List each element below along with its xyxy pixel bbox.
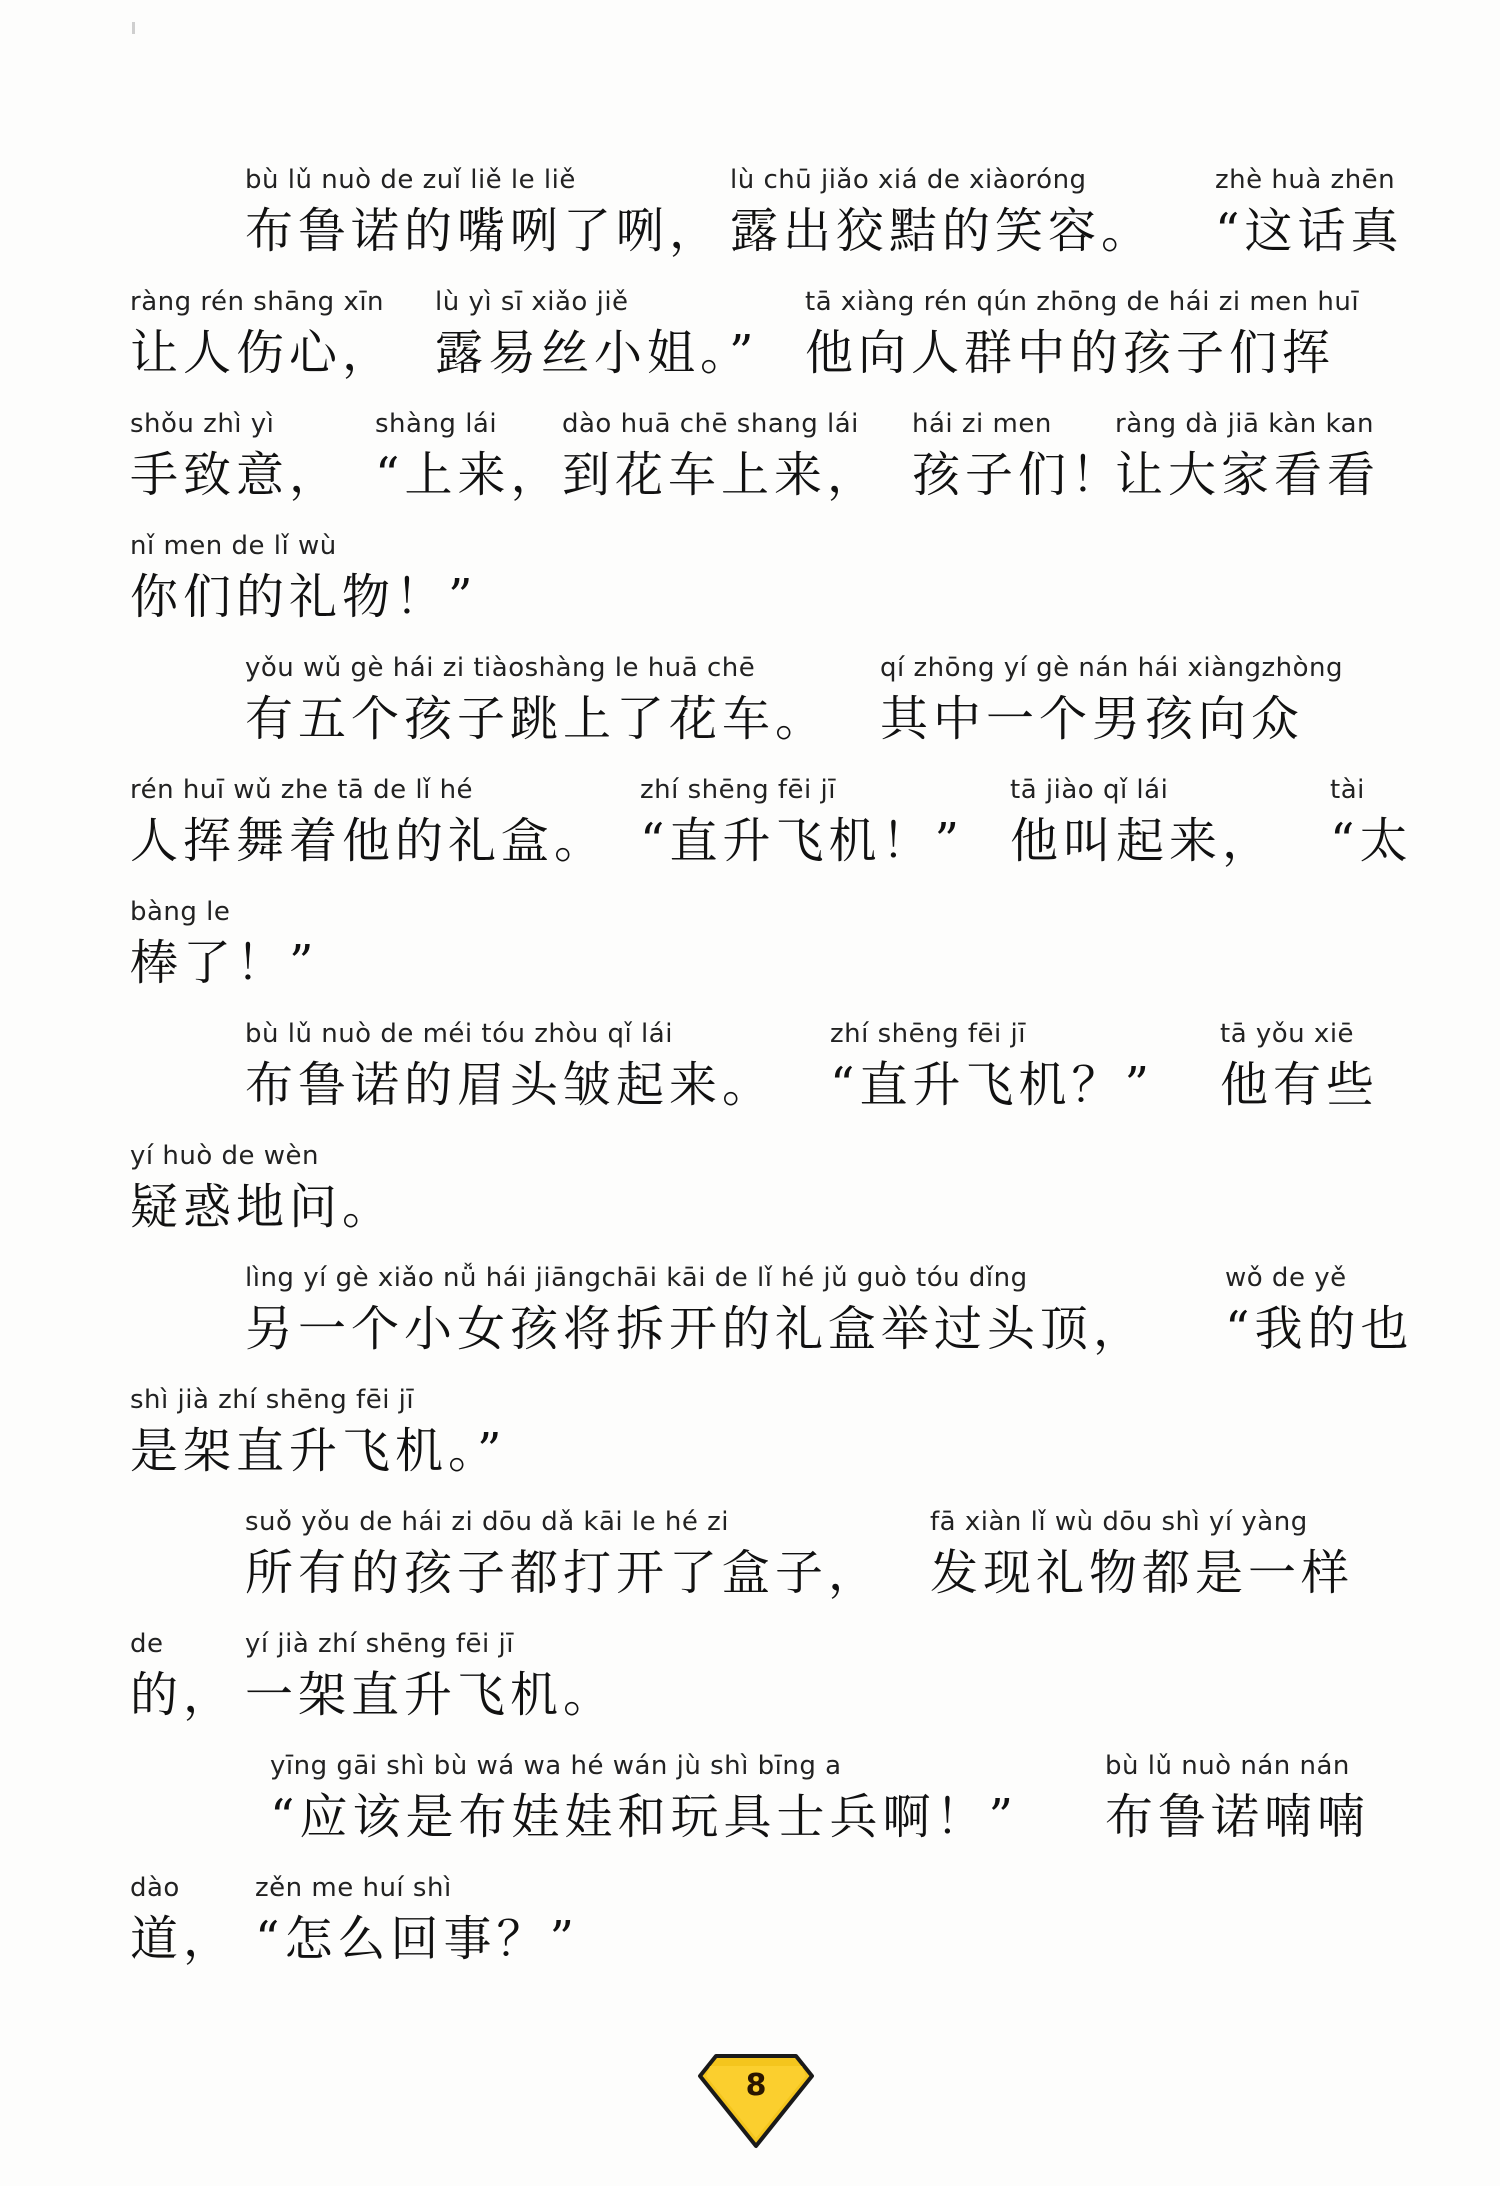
hanzi: “这话真 xyxy=(1215,203,1404,259)
hanzi: 布鲁诺的眉头皱起来。 xyxy=(245,1057,776,1113)
hanzi: 的， xyxy=(130,1667,237,1723)
text-line xyxy=(0,775,1500,895)
pinyin: suǒ yǒu de hái zi dōu dǎ kāi le hé zi xyxy=(245,1507,729,1537)
pinyin: de xyxy=(130,1629,164,1659)
hanzi: 布鲁诺的嘴咧了咧， xyxy=(245,203,723,259)
hanzi: “直升飞机？” xyxy=(830,1057,1155,1113)
hanzi: 露出狡黠的笑容。 xyxy=(730,203,1155,259)
pinyin: dào xyxy=(130,1873,180,1903)
pinyin: yí huò de wèn xyxy=(130,1141,320,1171)
pinyin: shǒu zhì yì xyxy=(130,409,275,439)
hanzi: 到花车上来， xyxy=(562,447,881,503)
hanzi: “太 xyxy=(1330,813,1413,869)
pinyin: rén huī wǔ zhe tā de lǐ hé xyxy=(130,775,474,805)
text-line xyxy=(0,1629,1500,1749)
hanzi: 让大家看看 xyxy=(1115,447,1381,503)
pinyin: fā xiàn lǐ wù dōu shì yí yàng xyxy=(930,1507,1308,1537)
hanzi: 布鲁诺喃喃 xyxy=(1105,1789,1371,1845)
text-line xyxy=(0,1751,1500,1871)
pinyin: zhè huà zhēn xyxy=(1215,165,1396,195)
hanzi: 是架直升飞机。” xyxy=(130,1423,507,1479)
hanzi: “上来， xyxy=(375,447,564,503)
text-line xyxy=(0,1019,1500,1139)
hanzi: 人挥舞着他的礼盒。 xyxy=(130,813,608,869)
hanzi: 露易丝小姐。” xyxy=(435,325,759,381)
pinyin: zhí shēng fēi jī xyxy=(640,775,836,805)
pinyin: tā xiàng rén qún zhōng de hái zi men huī xyxy=(805,287,1360,317)
page-number-badge xyxy=(696,2050,816,2150)
scan-mark xyxy=(132,22,135,34)
pinyin: dào huā chē shang lái xyxy=(562,409,859,439)
pinyin: shì jià zhí shēng fēi jī xyxy=(130,1385,415,1415)
hanzi: 他向人群中的孩子们挥 xyxy=(805,325,1336,381)
hanzi: “直升飞机！” xyxy=(640,813,965,869)
pinyin: yǒu wǔ gè hái zi tiàoshàng le huā chē xyxy=(245,653,756,683)
pinyin: shàng lái xyxy=(375,409,498,439)
hanzi: 他有些 xyxy=(1220,1057,1380,1113)
pinyin: bàng le xyxy=(130,897,231,927)
hanzi: 棒了！” xyxy=(130,935,319,991)
hanzi: 孩子们！ xyxy=(912,447,1125,503)
pinyin: yīng gāi shì bù wá wa hé wán jù shì bīng a xyxy=(270,1751,842,1781)
pinyin: tā jiào qǐ lái xyxy=(1010,775,1169,805)
text-line xyxy=(0,1263,1500,1383)
hanzi: “应该是布娃娃和玩具士兵啊！” xyxy=(270,1789,1019,1845)
pinyin: lù chū jiǎo xiá de xiàoróng xyxy=(730,165,1087,195)
pinyin: yí jià zhí shēng fēi jī xyxy=(245,1629,514,1659)
hanzi: 你们的礼物！” xyxy=(130,569,478,625)
hanzi: 让人伤心， xyxy=(130,325,396,381)
pinyin: zhí shēng fēi jī xyxy=(830,1019,1026,1049)
text-line xyxy=(0,409,1500,529)
hanzi: 所有的孩子都打开了盒子， xyxy=(245,1545,882,1601)
pinyin: tā yǒu xiē xyxy=(1220,1019,1355,1049)
text-line xyxy=(0,1507,1500,1627)
hanzi: 他叫起来， xyxy=(1010,813,1276,869)
text-line xyxy=(0,1141,1500,1261)
hanzi: 有五个孩子跳上了花车。 xyxy=(245,691,829,747)
text-line xyxy=(0,1873,1500,1993)
hanzi: “怎么回事？” xyxy=(255,1911,580,1967)
text-line xyxy=(0,897,1500,1017)
pinyin: zěn me huí shì xyxy=(255,1873,452,1903)
pinyin: lù yì sī xiǎo jiě xyxy=(435,287,629,317)
hanzi: 发现礼物都是一样 xyxy=(930,1545,1355,1601)
text-line xyxy=(0,653,1500,773)
hanzi: 一架直升飞机。 xyxy=(245,1667,617,1723)
hanzi: 另一个小女孩将拆开的礼盒举过头顶， xyxy=(245,1301,1147,1357)
pinyin: ràng rén shāng xīn xyxy=(130,287,385,317)
pinyin: qí zhōng yí gè nán hái xiàngzhòng xyxy=(880,653,1344,683)
hanzi: 手致意， xyxy=(130,447,343,503)
hanzi: 疑惑地问。 xyxy=(130,1179,396,1235)
pinyin: wǒ de yě xyxy=(1225,1263,1347,1293)
pinyin: lìng yí gè xiǎo nǚ hái jiāngchāi kāi de lǐ hé jǔ guò tóu dǐng xyxy=(245,1263,1028,1293)
text-line xyxy=(0,165,1500,285)
text-line xyxy=(0,531,1500,651)
text-line xyxy=(0,1385,1500,1505)
hanzi: “我的也 xyxy=(1225,1301,1414,1357)
pinyin: hái zi men xyxy=(912,409,1052,439)
hanzi: 道， xyxy=(130,1911,237,1967)
pinyin: bù lǔ nuò nán nán xyxy=(1105,1751,1350,1781)
pinyin: tài xyxy=(1330,775,1365,805)
pinyin: ràng dà jiā kàn kan xyxy=(1115,409,1375,439)
pinyin: bù lǔ nuò de zuǐ liě le liě xyxy=(245,165,576,195)
text-line xyxy=(0,287,1500,407)
hanzi: 其中一个男孩向众 xyxy=(880,691,1305,747)
pinyin: bù lǔ nuò de méi tóu zhòu qǐ lái xyxy=(245,1019,673,1049)
pinyin: nǐ men de lǐ wù xyxy=(130,531,337,561)
page-number: 8 xyxy=(745,2068,767,2103)
